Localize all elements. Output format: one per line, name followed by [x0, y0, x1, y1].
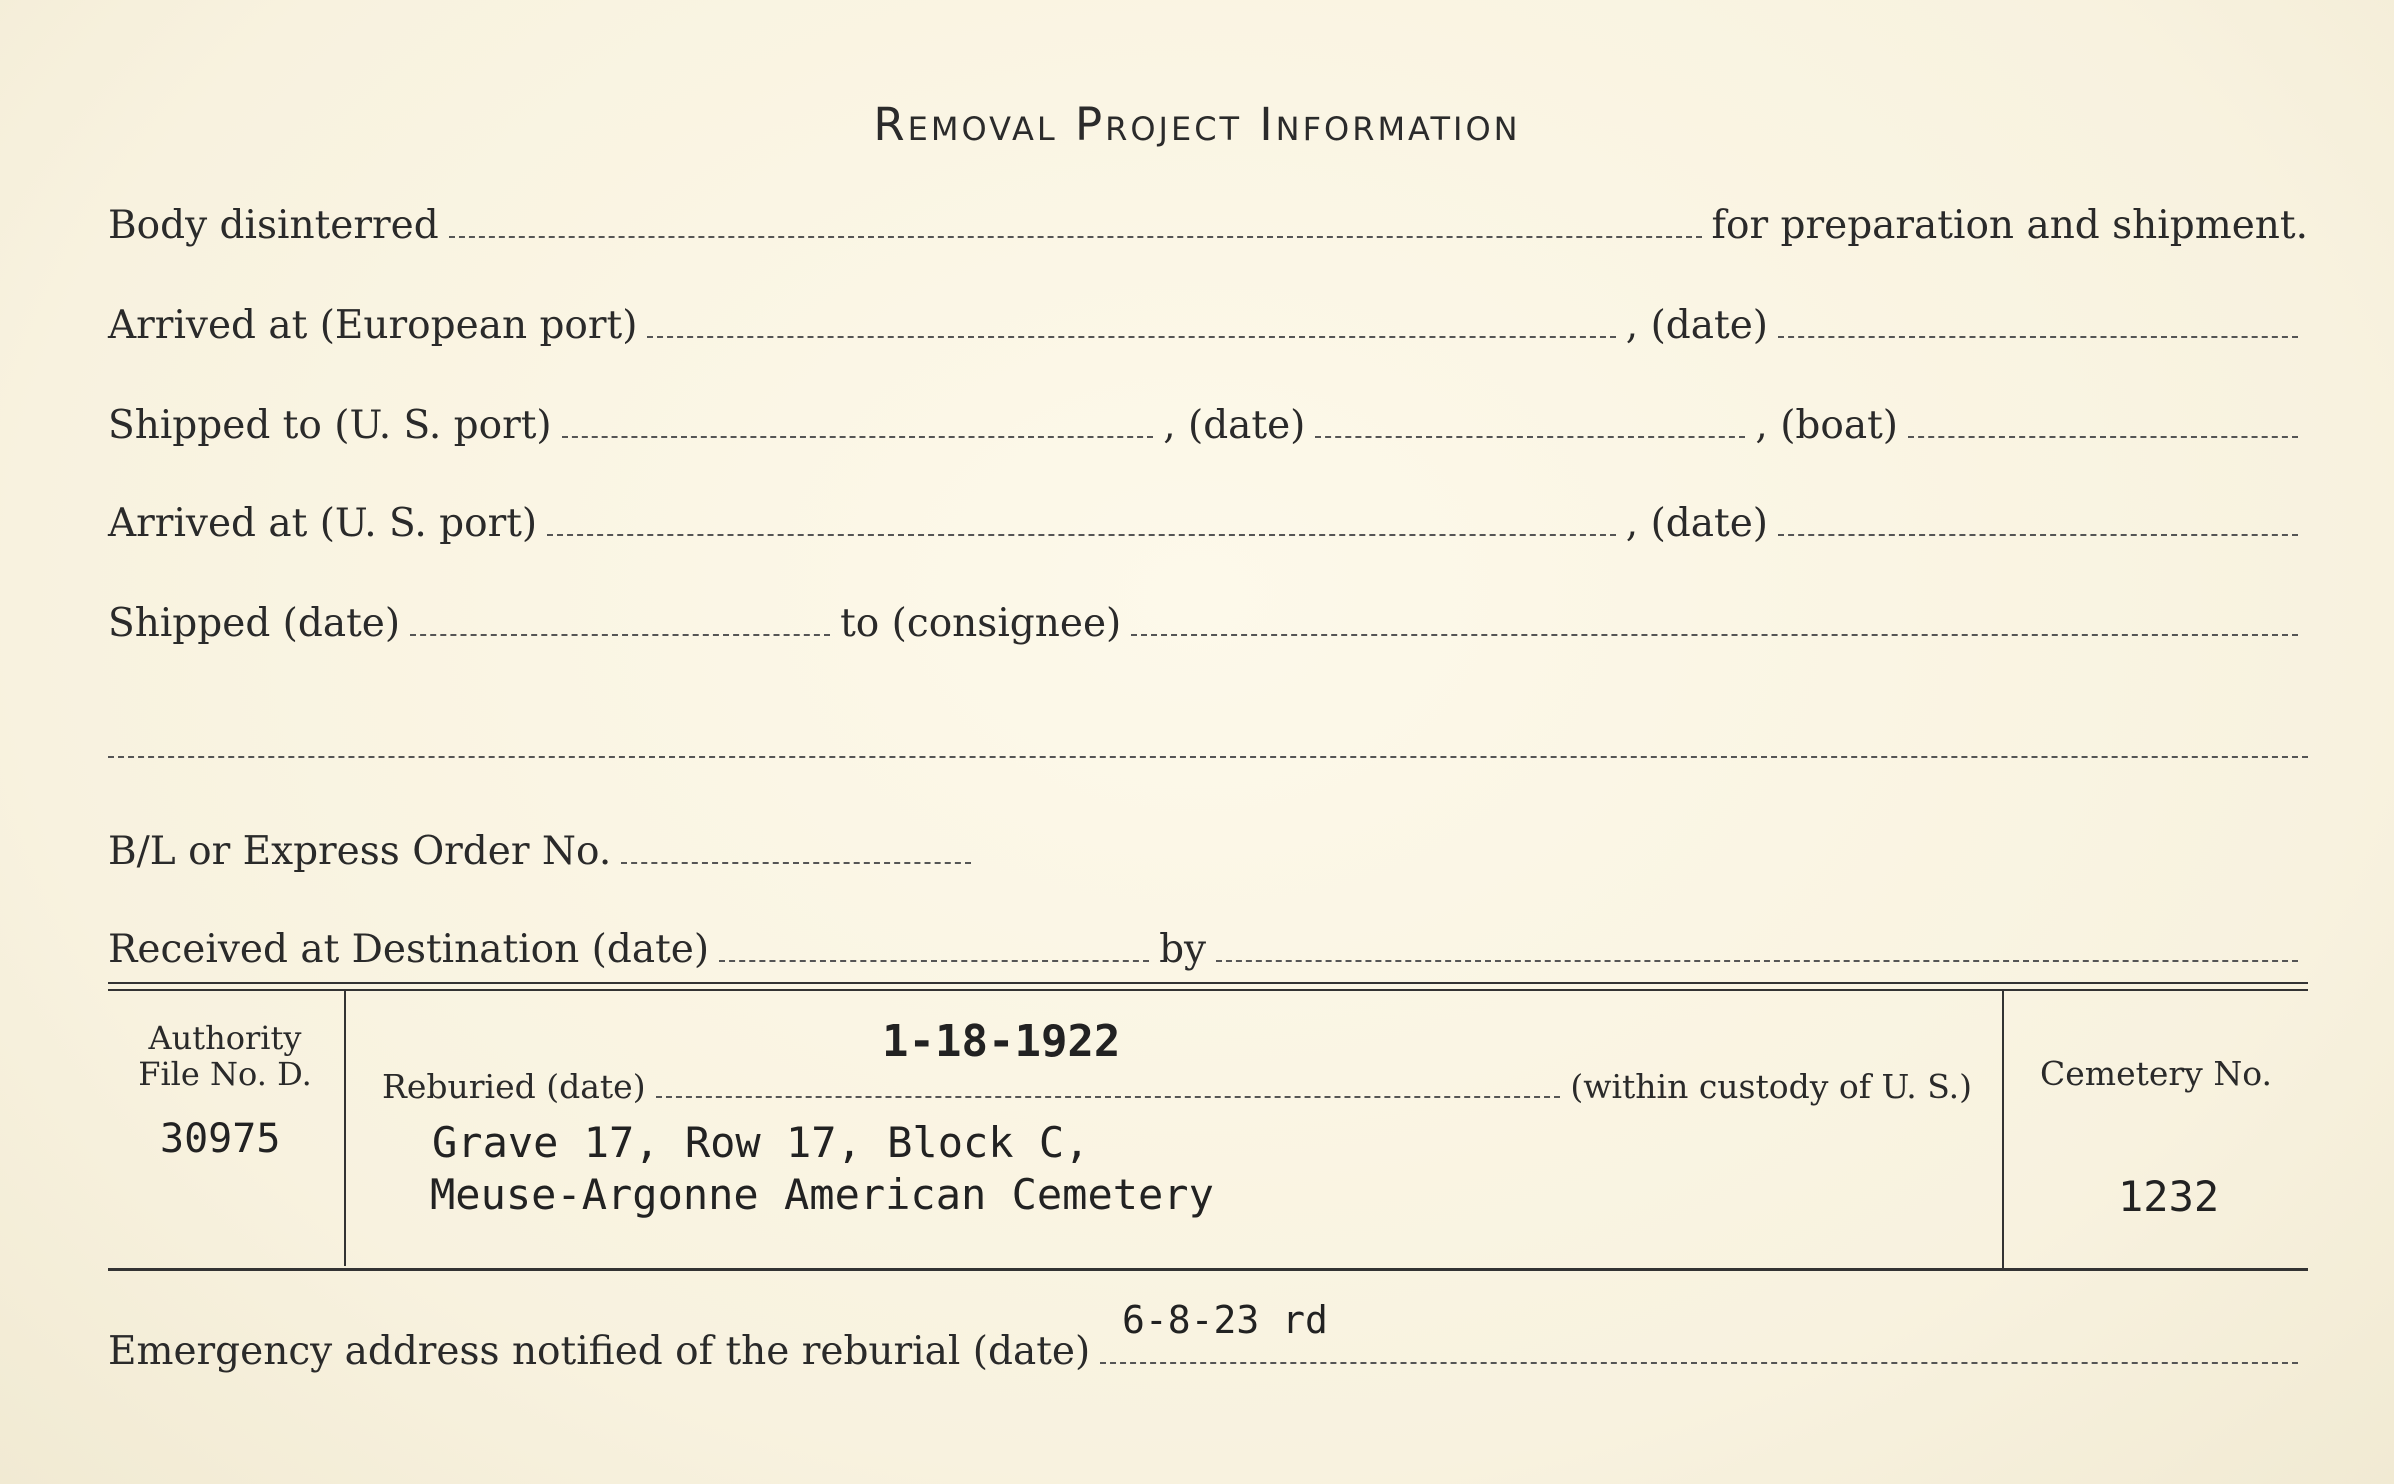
box-top-rule-1 — [108, 982, 2308, 984]
reburied-date-value: 1-18-1922 — [882, 1016, 1121, 1067]
box-top-rule-2 — [108, 989, 2308, 991]
row-reburied — [382, 1048, 1972, 1108]
authority-label-line-2: File No. D. — [138, 1055, 312, 1093]
consignee-continuation-line — [108, 756, 2308, 758]
field-body-disinterred — [449, 236, 1702, 238]
label-reburied-date: Reburied (date) — [382, 1067, 646, 1106]
field-european-port — [647, 336, 1615, 338]
field-consignee — [1131, 634, 2298, 636]
field-us-port — [562, 436, 1154, 438]
label-shipped-to-us: Shipped to (U. S. port) — [108, 403, 552, 448]
field-emergency-date — [1100, 1362, 2298, 1364]
row-arrived-us — [108, 488, 2308, 548]
field-shipped-date — [410, 634, 830, 636]
authority-label-line-1: Authority — [148, 1019, 302, 1057]
field-date-2 — [1315, 436, 1745, 438]
field-reburied-date — [656, 1096, 1561, 1098]
label-date-1: , (date) — [1625, 303, 1768, 348]
label-date-3: , (date) — [1625, 501, 1768, 546]
field-boat — [1908, 436, 2298, 438]
authority-label — [110, 1020, 340, 1092]
label-arrived-european: Arrived at (European port) — [108, 303, 638, 348]
field-bl-order — [621, 862, 971, 864]
label-emergency: Emergency address notified of the reburial (date) — [108, 1329, 1091, 1374]
label-received-destination: Received at Destination (date) — [108, 927, 710, 972]
emergency-date-value: 6-8-23 rd — [1122, 1298, 1328, 1342]
label-within-custody: (within custody of U. S.) — [1570, 1067, 1972, 1106]
label-date-2: , (date) — [1163, 403, 1306, 448]
card-title: Removal Project Information — [873, 98, 1521, 151]
cemetery-number: 1232 — [2118, 1172, 2220, 1221]
row-bl-order — [108, 816, 2308, 876]
field-received-date — [719, 960, 1149, 962]
grave-location-line-2: Meuse-Argonne American Cemetery — [430, 1170, 1214, 1219]
label-boat: , (boat) — [1755, 403, 1898, 448]
field-arrived-us-port — [547, 534, 1616, 536]
grave-location-line-1: Grave 17, Row 17, Block C, — [432, 1118, 1090, 1167]
cemetery-label: Cemetery No. — [2040, 1054, 2272, 1093]
row-shipped-to-us — [108, 390, 2308, 450]
row-arrived-european — [108, 290, 2308, 350]
label-shipped-date: Shipped (date) — [108, 601, 401, 646]
box-divider-left — [344, 991, 346, 1266]
box-divider-right — [2002, 991, 2004, 1268]
row-shipped-date — [108, 588, 2308, 648]
label-for-preparation: for preparation and shipment. — [1711, 203, 2308, 248]
row-body-disinterred — [108, 190, 2308, 250]
label-bl-order: B/L or Express Order No. — [108, 829, 612, 874]
field-date-3 — [1778, 534, 2298, 536]
label-by: by — [1159, 927, 1207, 972]
row-received-destination — [108, 914, 2308, 974]
box-bottom-rule — [108, 1268, 2308, 1271]
label-arrived-us: Arrived at (U. S. port) — [108, 501, 538, 546]
authority-file-number: 30975 — [160, 1116, 281, 1162]
label-body-disinterred: Body disinterred — [108, 203, 439, 248]
label-to-consignee: to (consignee) — [840, 601, 1122, 646]
field-date-1 — [1778, 336, 2298, 338]
field-received-by — [1216, 960, 2298, 962]
